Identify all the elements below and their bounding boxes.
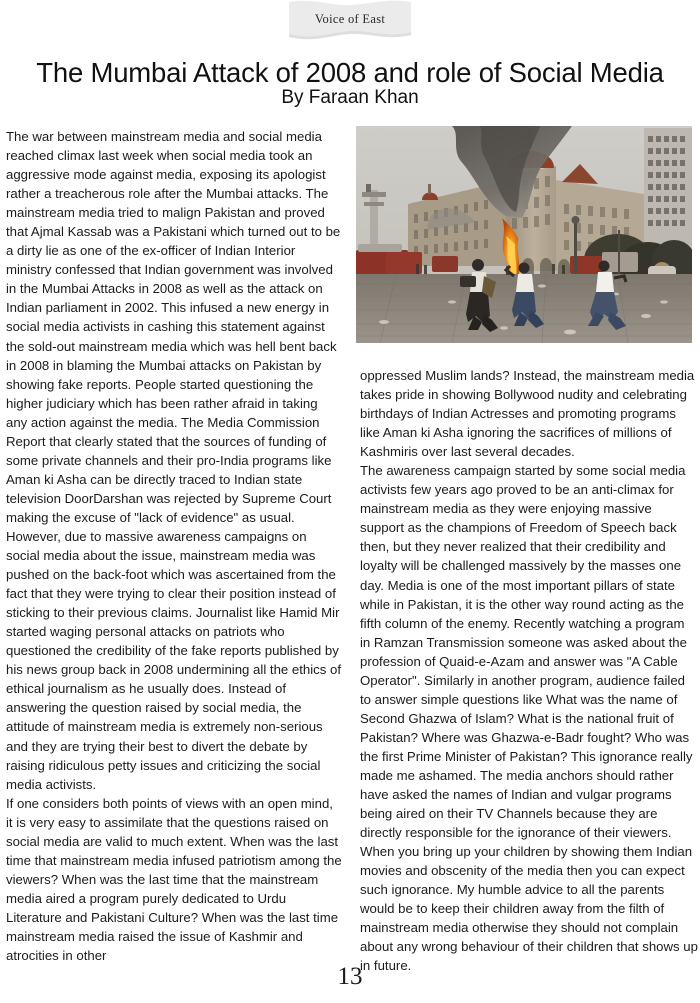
page-number: 13: [337, 963, 363, 990]
paragraph: If one considers both points of views with an open mind, it is very easy to assimilate that the questions raised on social media are valid to much extent. When was the last time that mainstream media infused patriotism among the viewers? When was the last time that the mainstream media aired a program purely dedicated to Urdu Literature and Pakistani Culture? When was the last time mainstream media raised the issue of Kashmir and atrocities in other: [6, 795, 342, 964]
article-byline: By Faraan Khan: [281, 87, 419, 108]
paragraph: The awareness campaign started by some social media activists few years ago proved to be an anti-climax for mainstream media as they were enjoying massive support as the champions of Freedom of Speech back then, but they never realized that their credibility and loyalty will be challenged massively by the masses one day. Media is one of the most important pillars of state while in Pakistan, it is the other way round acting as the fifth column of the enemy. Recently watching a program in Ramzan Transmission someone was asked about the profession of Quaid-e-Azam and answer was "A Cable Operator". Similarly in another program, audience failed to answer simple questions like What was the name of Second Ghazwa of Islam? What is the national fruit of Pakistan? Where was Ghazwa-e-Badr fought? Who was the first Prime Minister of Pakistan? This ignorance really made me ashamed. The media anchors should rather have asked the names of Indian and vulgar programs being aired on their TV Channels because they are directly responsible for the ignorance of their viewers. When you bring up your children by showing them Indian movies and obscenity of the media then you can expect such ignorance. My humble advice to all the parents would be to keep their children away from the filth of mainstream media otherwise they should not complain about any wrong behaviour of their children that shows up in future.: [360, 463, 698, 974]
body-column-left: [6, 127, 342, 965]
article-title: The Mumbai Attack of 2008 and role of Social Media: [36, 57, 664, 89]
paragraph: However, due to massive awareness campaigns on social media about the issue, mainstream media was pushed on the back-foot which was ascertained from the fact that they were trying to clear their position instead of sticking to their previous claims. Journalist like Hamid Mir started waging personal attacks on patriots who questioned the credibility of the fake reports published by his news group back in 2008 undermining all the ethics of ethical journalism as he usually does. Instead of answering the question raised by social media, the attitude of mainstream media is extremely non-serious and they are trying their best to divert the debate by raising ridiculous petty issues and criticizing the social media activists.: [6, 528, 342, 792]
banner-label: Voice of East: [314, 11, 386, 26]
article-photo: [356, 126, 692, 343]
banner-ribbon: [287, 0, 413, 40]
mumbai-attack-photo-illustration: [356, 126, 692, 343]
paragraph: The war between mainstream media and social media reached climax last week when social media took an aggressive mode against media, exposing its apologist rather a treacherous role after the Mumbai attacks. The mainstream media tried to malign Pakistan and proved that Ajmal Kassab was a Pakistani which turned out to be a dirty lie as one of the ex-officer of Indian Interior ministry confessed that Indian government was involved in the Mumbai Attacks in 2008 as well as the attack on Indian parliament in 2002. This infused a new energy in social media activists in cashing this statement against the sold-out mainstream media which was hell bent back in 2008 in blaming the Mumbai attacks on Pakistan by showing fake reports. People started questioning the higher judiciary which has been rather afraid in taking any action against the media. The Media Commission Report that clearly stated that the sources of funding of some private channels and their pro-India programs like Aman ki Asha can be directly traced to Indian state television DoorDarshan was rejected by Supreme Court making the excuse of "lack of evidence" as usual.: [6, 129, 341, 525]
paragraph: oppressed Muslim lands? Instead, the mainstream media takes pride in showing Bollywood nudity and celebrating birthdays of Indian Actresses and promoting programs like Aman ki Asha ignoring the sacrifices of millions of Kashmiris over last several decades.: [360, 368, 695, 460]
masthead-banner: [0, 0, 700, 42]
body-column-right: [360, 366, 698, 976]
